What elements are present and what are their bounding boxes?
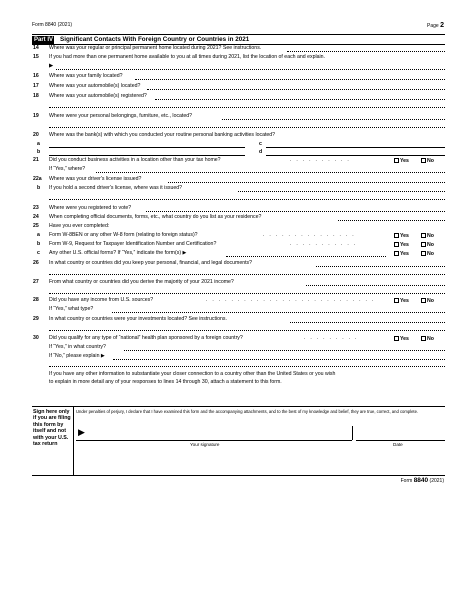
line-25b-number: b [37,241,41,247]
line-21-no-checkbox[interactable] [421,158,426,163]
date-field[interactable] [356,440,445,441]
line-18-text: Where was your automobile(s) registered? [49,93,147,99]
line-30-explain-field-2[interactable] [49,366,445,367]
line-19-number: 19 [33,113,39,119]
date-separator [352,426,353,440]
line-25a-yes[interactable]: Yes [392,233,409,239]
line-19-text: Where were your personal belongings, furniture, etc., located? [49,113,193,119]
line-25c-no[interactable]: No [419,251,434,257]
line-29-field[interactable] [290,322,445,323]
line-26-field[interactable] [316,266,445,267]
line-28-followup: If “Yes,” what type? [49,306,94,312]
line-18-field-2[interactable] [49,107,445,108]
line-22b-field[interactable] [238,191,445,192]
line-20b-label: b [37,149,41,155]
line-29-number: 29 [33,316,39,322]
line-20c-label: c [259,141,262,147]
line-22a-field[interactable] [168,182,445,183]
line-21-number: 21 [33,157,39,163]
line-19-field-2[interactable] [49,127,445,128]
line-14-number: 14 [33,45,39,51]
line-21-followup: If “Yes,” where? [49,166,86,172]
form-id: Form 8840 (2021) [32,22,73,28]
line-22b-field-2[interactable] [49,199,445,200]
line-15-arrow-icon: ▶ [49,63,54,69]
signature-divider [73,406,74,475]
line-19-field[interactable] [222,119,445,120]
line-21-no[interactable]: No [419,158,434,164]
line-30-leader: . . . . . . . . . [304,335,359,341]
line-26-field-2[interactable] [49,274,445,275]
line-14-text: Where was your regular or principal permanent home located during 2021? See instructions. [49,45,262,51]
line-27-field[interactable] [306,285,445,286]
line-28-field[interactable] [112,312,445,313]
line-30-number: 30 [33,335,39,341]
line-25c-yes[interactable]: Yes [392,251,409,257]
line-21-yes[interactable]: Yes [392,158,409,164]
line-27-text: From what country or countries did you derive the majority of your 2021 income? [49,279,234,285]
line-25a-text: Form W-8BEN or any other W-8 form (relating to foreign status)? [49,232,198,238]
date-label: Date [393,442,403,447]
line-28-number: 28 [33,297,39,303]
line-20d-field[interactable] [266,155,445,156]
top-rule [32,34,445,35]
line-24-number: 24 [33,214,39,220]
line-24-field[interactable] [338,220,445,221]
line-20a-label: a [37,141,40,147]
line-17-field[interactable] [147,89,445,90]
line-18-field[interactable] [155,99,445,100]
line-20a-field[interactable] [49,147,245,148]
line-30-text: Did you qualify for any type of “national” health plan sponsored by a foreign country? [49,335,243,341]
line-30-no[interactable]: No [419,336,434,342]
line-25c-number: c [37,250,40,256]
line-29-field-2[interactable] [49,330,445,331]
line-28-yes[interactable]: Yes [392,298,409,304]
line-20d-label: d [259,149,263,155]
line-25b-yes[interactable]: Yes [392,242,409,248]
line-28-no[interactable]: No [419,298,434,304]
line-25a-no-checkbox[interactable] [421,233,426,238]
part-label: Part IV [34,36,54,43]
line-20-text: Where was the bank(s) with which you conducted your routine personal banking activities located? [49,132,276,138]
line-17-number: 17 [33,83,39,89]
line-25c-text: Any other U.S. official forms? If “Yes,” indicate the form(s) ▶ [49,250,187,256]
line-25-number: 25 [33,223,39,229]
line-28-text: Did you have any income from U.S. sources? [49,297,154,303]
footer-form-id: Form 8840 (2021) [400,477,444,484]
line-26-text: In what country or countries did you keep your personal, financial, and legal documents? [49,260,253,266]
line-25b-leader: . . . . . . . . . . . [290,241,357,247]
line-16-number: 16 [33,73,39,79]
line-22a-text: Where was your driver's license issued? [49,176,142,182]
line-22b-number: b [37,185,41,191]
line-30-yes[interactable]: Yes [392,336,409,342]
perjury-statement: Under penalties of perjury, I declare that I have examined this form and the accompanying attachments, and to the best of my knowledge and belief, they are true, correct, and complete. [76,409,419,414]
line-30-followup-yes: If “Yes,” in what country? [49,344,106,350]
line-20c-field[interactable] [266,147,445,148]
line-15-number: 15 [33,54,39,60]
line-25-text: Have you ever completed: [49,223,110,229]
line-15-text: If you had more than one permanent home available to you at all times during 2021, list the location of each and explain. [49,54,325,60]
line-25c-yes-checkbox[interactable] [394,251,399,256]
line-30-extra-2: to explain in more detail any of your responses to lines 14 through 30, attach a statement to this form. [49,379,282,385]
line-25a-yes-checkbox[interactable] [394,233,399,238]
line-21-yes-checkbox[interactable] [394,158,399,163]
line-25a-leader: . . . . . . . . . . . . . . . [263,232,356,238]
line-25b-no[interactable]: No [419,242,434,248]
line-30-country-field[interactable] [124,350,445,351]
line-14-field[interactable] [287,51,445,52]
line-27-field-2[interactable] [49,293,445,294]
line-25b-text: Form W-9, Request for Taxpayer Identification Number and Certification? [49,241,217,247]
line-24-text: When completing official documents, forms, etc., what country do you list as your residence? [49,214,262,220]
line-20-number: 20 [33,132,39,138]
signature-field[interactable] [76,440,352,441]
line-25c-no-checkbox[interactable] [421,251,426,256]
line-25a-no[interactable]: No [419,233,434,239]
line-30-explain-field[interactable] [113,359,445,360]
line-30-yes-checkbox[interactable] [394,336,399,341]
line-16-field[interactable] [135,79,445,80]
line-29-text: In what country or countries were your investments located? See instructions. [49,316,227,322]
line-28-yes-checkbox[interactable] [394,298,399,303]
line-25c-field[interactable] [226,256,386,257]
signature-label: Your signature [190,442,220,447]
line-22b-text: If you hold a second driver's license, where was it issued? [49,185,183,191]
page-number: Page 2 [427,22,444,29]
part-title: Significant Contacts With Foreign Country or Countries in 2021 [60,35,250,43]
line-23-text: Where were you registered to vote? [49,205,132,211]
bottom-rule [32,475,445,476]
line-21-leader: . . . . . . . . . . [290,157,351,163]
line-28-leader: . . . . . . . . . . . . . . . . . . . . . . . . . . . [206,297,376,303]
line-22a-number: 22a [33,176,42,182]
line-17-text: Where was your automobile(s) located? [49,83,141,89]
line-15-field[interactable] [56,69,445,70]
line-30-no-checkbox[interactable] [421,336,426,341]
line-25b-yes-checkbox[interactable] [394,242,399,247]
line-23-field[interactable] [146,211,445,212]
line-27-number: 27 [33,279,39,285]
signature-arrow-icon: ▶ [78,427,85,437]
line-21-field[interactable] [96,172,445,173]
line-23-number: 23 [33,205,39,211]
line-18-number: 18 [33,93,39,99]
line-25a-number: a [37,232,40,238]
signature-top-rule [32,406,445,407]
line-30-followup-no: If “No,” please explain ▶ [49,353,105,359]
line-16-text: Where was your family located? [49,73,123,79]
line-28-no-checkbox[interactable] [421,298,426,303]
line-26-number: 26 [33,260,39,266]
line-30-extra-1: If you have any other information to substantiate your closer connection to a country other than the United States or you wish [49,371,336,377]
line-25b-no-checkbox[interactable] [421,242,426,247]
sign-here-label: Sign here only if you are filing this form by itself and not with your U.S. tax return [33,409,71,448]
line-20b-field[interactable] [49,155,245,156]
line-21-text: Did you conduct business activities in a location other than your tax home? [49,157,221,163]
